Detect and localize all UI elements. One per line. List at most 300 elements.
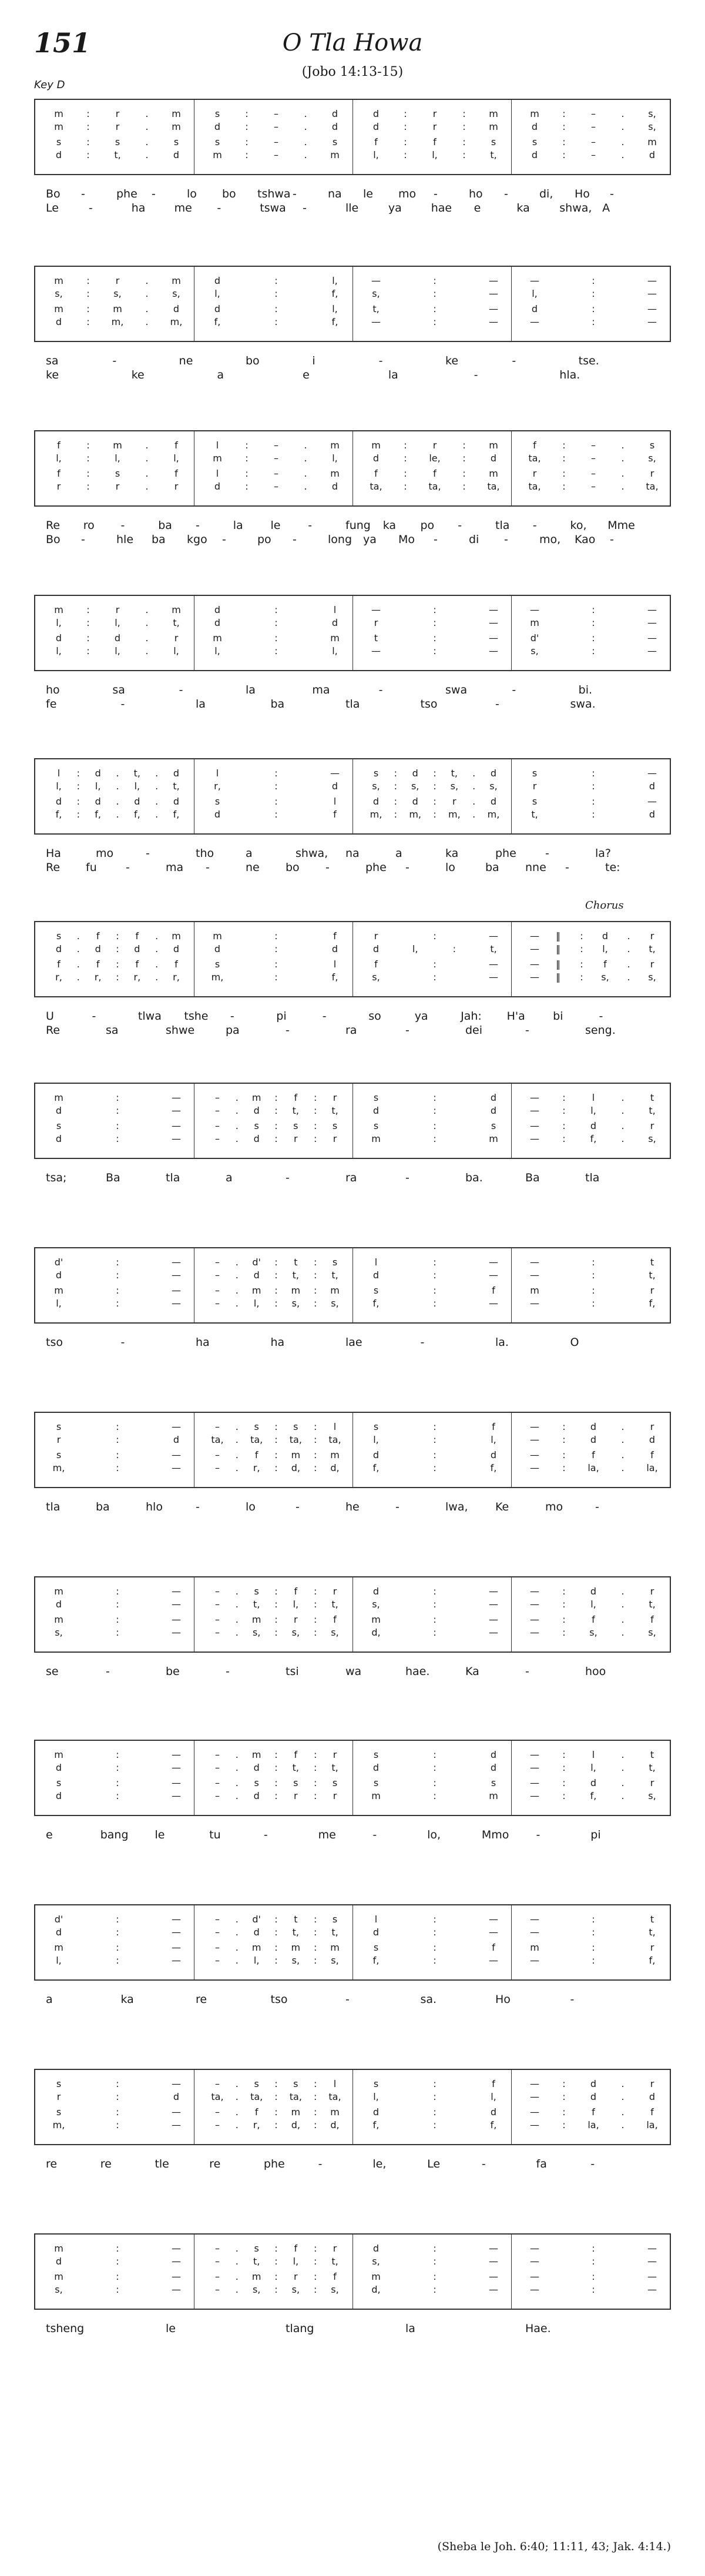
solfa-note: t, — [331, 2256, 338, 2267]
lyric-syllable: - — [610, 533, 614, 546]
solfa-note: t, — [649, 1269, 656, 1281]
solfa-note: m — [251, 2271, 261, 2282]
solfa-note: f — [333, 930, 337, 942]
beat-separator: . — [621, 1449, 625, 1460]
solfa-note: s — [373, 1777, 379, 1788]
beat-separator: . — [76, 930, 80, 942]
lyric-syllable: Ke — [495, 1500, 509, 1513]
solfa-note: d — [490, 453, 497, 464]
solfa-note: — — [172, 1614, 181, 1625]
beat-separator: . — [235, 1092, 239, 1103]
lyric-syllable: re — [209, 2158, 221, 2170]
beat-separator: : — [274, 1599, 278, 1610]
solfa-note: l, — [332, 303, 338, 314]
beat-separator: . — [621, 1614, 625, 1625]
solfa-note: t — [650, 1257, 654, 1268]
lyric-syllable: hae. — [405, 1665, 430, 1678]
solfa-note: — — [530, 1257, 539, 1268]
note-row — [35, 303, 670, 315]
beat-separator: : — [274, 2078, 278, 2089]
beat-separator: . — [145, 632, 149, 644]
lyric-syllable: la — [196, 698, 206, 711]
solfa-note: s, — [601, 972, 609, 983]
beat-separator: . — [145, 481, 149, 492]
beat-separator: . — [235, 1257, 239, 1268]
solfa-note: — — [530, 1586, 539, 1597]
lyric-syllable: Ka — [465, 1665, 479, 1678]
solfa-note: d — [55, 796, 62, 807]
lyric-syllable: - — [92, 1010, 96, 1023]
solfa-note: s, — [372, 288, 380, 299]
beat-separator: : — [562, 468, 566, 479]
beat-separator: : — [592, 768, 595, 779]
solfa-note: d — [253, 1790, 260, 1801]
solfa-note: s, — [648, 1133, 656, 1144]
beat-separator: : — [394, 796, 398, 807]
solfa-note: r — [650, 930, 654, 942]
solfa-note: d — [372, 1449, 380, 1460]
lyric-syllable: - — [536, 1828, 540, 1841]
solfa-note: f — [492, 1421, 495, 1432]
beat-separator: . — [621, 1762, 625, 1773]
beat-separator: : — [245, 108, 249, 119]
solfa-note: d — [372, 1269, 380, 1281]
solfa-note: f — [374, 136, 378, 148]
beat-separator: . — [627, 930, 630, 942]
solfa-note: ta, — [250, 1434, 263, 1445]
solfa-note: d' — [530, 632, 539, 644]
beat-separator: : — [274, 1955, 278, 1966]
solfa-note: — — [530, 1133, 539, 1144]
lyric-syllable: la. — [495, 1336, 509, 1349]
beat-separator: : — [592, 796, 595, 807]
beat-separator: : — [433, 1092, 437, 1103]
solfa-note: l, — [56, 453, 62, 464]
beat-separator: . — [155, 943, 159, 954]
beat-separator: . — [621, 453, 625, 464]
lyric-syllable: le — [363, 187, 373, 200]
solfa-note: r — [115, 108, 120, 119]
solfa-note: d — [531, 121, 538, 132]
lyric-syllable: tse. — [578, 354, 599, 367]
beat-separator: : — [274, 1133, 278, 1144]
solfa-note: m — [371, 440, 381, 451]
solfa-note: t, — [372, 303, 380, 314]
lyric-syllable: a — [246, 847, 253, 860]
solfa-note: — — [489, 2243, 498, 2254]
beat-separator: : — [86, 149, 90, 160]
solfa-note: — — [647, 303, 657, 314]
lyric-syllable: ba — [485, 861, 499, 874]
beat-separator: : — [116, 1790, 119, 1801]
beat-separator: : — [274, 972, 278, 983]
lyric-syllable: - — [179, 684, 183, 696]
solfa-note: s, — [648, 121, 656, 132]
lyric-syllable: shwa, — [559, 202, 592, 215]
solfa-note: – — [215, 1914, 220, 1925]
solfa-note: — — [172, 1133, 181, 1144]
note-row — [35, 1434, 670, 1446]
solfa-note: — — [647, 288, 657, 299]
lyric-syllable: ma — [166, 861, 184, 874]
beat-separator: : — [274, 2106, 278, 2118]
solfa-note: le, — [429, 453, 441, 464]
beat-separator: . — [145, 149, 149, 160]
beat-separator: . — [621, 1599, 625, 1610]
beat-separator: : — [116, 1120, 119, 1131]
solfa-note: — — [371, 645, 381, 656]
staff-box — [34, 2233, 671, 2310]
solfa-note: s, — [489, 780, 498, 792]
solfa-note: d — [590, 1120, 597, 1131]
solfa-note: s, — [531, 645, 539, 656]
solfa-note: s, — [648, 972, 656, 983]
beat-separator: : — [313, 1927, 317, 1938]
solfa-note: m — [330, 1942, 340, 1953]
lyric-syllable: - — [196, 519, 200, 532]
solfa-note: — — [530, 2091, 539, 2102]
beat-separator: : — [592, 2256, 595, 2267]
solfa-note: – — [215, 1285, 220, 1296]
lyric-syllable: - — [106, 1665, 110, 1678]
lyric-syllable: ka — [382, 519, 397, 532]
lyric-syllable: Le — [427, 2158, 441, 2170]
solfa-note: m, — [111, 316, 124, 327]
solfa-note: – — [274, 440, 278, 451]
lyric-syllable: tso — [46, 1336, 63, 1349]
beat-separator: : — [313, 1092, 317, 1103]
beat-separator: : — [86, 481, 90, 492]
beat-separator: . — [235, 2119, 239, 2131]
solfa-note: m — [489, 1133, 498, 1144]
beat-separator: : — [274, 930, 278, 942]
staff-box — [34, 595, 671, 671]
solfa-note: d — [214, 481, 221, 492]
solfa-note: t — [294, 1914, 298, 1925]
beat-separator: : — [274, 1927, 278, 1938]
beat-separator: : — [274, 1285, 278, 1296]
staff-box — [34, 99, 671, 175]
beat-separator: . — [145, 468, 149, 479]
beat-separator: : — [313, 1599, 317, 1610]
beat-separator: : — [116, 2256, 119, 2267]
beat-separator: : — [274, 1257, 278, 1268]
lyric-syllable: la — [388, 369, 398, 381]
lyric-syllable: i — [312, 354, 315, 367]
beat-separator: . — [145, 121, 149, 132]
solfa-note: — — [172, 1105, 181, 1116]
lyric-syllable: ya — [388, 202, 402, 215]
lyric-syllable: te: — [605, 861, 620, 874]
lyric-syllable: Mmo — [481, 1828, 509, 1841]
solfa-note: — — [172, 1955, 181, 1966]
solfa-note: d — [173, 303, 180, 314]
beat-separator: . — [621, 1790, 625, 1801]
solfa-note: d — [412, 768, 418, 779]
beat-separator: . — [235, 1927, 239, 1938]
beat-separator: : — [462, 136, 466, 148]
beat-separator: : — [116, 972, 119, 983]
lyric-syllable: ne — [179, 354, 193, 367]
solfa-note: d — [173, 2091, 180, 2102]
lyric-line — [34, 1171, 671, 1185]
solfa-note: s, — [291, 1627, 300, 1638]
beat-separator: : — [313, 1614, 317, 1625]
lyric-syllable: mo — [398, 187, 417, 200]
lyric-syllable: wa — [345, 1665, 362, 1678]
solfa-note: d — [95, 796, 101, 807]
beat-separator: : — [433, 1449, 437, 1460]
solfa-note: — — [647, 2284, 657, 2295]
hymn-title: O Tla Howa — [282, 29, 423, 56]
staff-box — [34, 1904, 671, 1981]
beat-separator: : — [433, 2078, 437, 2089]
lyric-syllable: re — [46, 2158, 58, 2170]
lyric-syllable: a — [395, 847, 402, 860]
note-row — [35, 481, 670, 493]
solfa-note: t, — [331, 1599, 338, 1610]
lyric-syllable: bang — [100, 1828, 129, 1841]
solfa-note: f — [492, 2078, 495, 2089]
beat-separator: : — [592, 1298, 595, 1309]
beat-separator: : — [562, 2106, 566, 2118]
footnote: (Sheba le Joh. 6:40; 11:11, 43; Jak. 4:14.) — [437, 2540, 671, 2553]
staff-box — [34, 1740, 671, 1816]
solfa-note: m — [371, 1614, 381, 1625]
beat-separator: : — [274, 1777, 278, 1788]
solfa-note: m, — [52, 2119, 65, 2131]
solfa-note: – — [591, 108, 596, 119]
lyric-syllable: Ho — [495, 1993, 511, 2006]
lyric-syllable: - — [345, 1993, 350, 2006]
solfa-note: r — [294, 1614, 298, 1625]
solfa-note: s — [373, 1942, 379, 1953]
lyric-syllable: long — [328, 533, 352, 546]
note-row — [35, 604, 670, 616]
solfa-note: s — [373, 1749, 379, 1760]
lyric-syllable: - — [325, 861, 330, 874]
hymn-number: 151 — [34, 27, 91, 59]
beat-separator: : — [592, 303, 595, 314]
staff-box — [34, 1576, 671, 1653]
beat-separator: . — [145, 604, 149, 615]
solfa-note: r, — [94, 972, 102, 983]
lyric-syllable: le — [155, 1828, 165, 1841]
solfa-note: – — [274, 468, 278, 479]
solfa-note: r — [333, 1586, 337, 1597]
lyric-syllable: Hae. — [525, 2322, 551, 2335]
solfa-note: s — [373, 2078, 379, 2089]
solfa-note: m — [647, 136, 657, 148]
beat-separator: . — [145, 288, 149, 299]
solfa-note: m — [213, 453, 222, 464]
beat-separator: . — [155, 972, 159, 983]
note-row — [35, 1614, 670, 1626]
solfa-note: — — [489, 972, 498, 983]
solfa-note: – — [215, 1120, 220, 1131]
beat-separator: : — [274, 943, 278, 954]
lyric-syllable: swa — [445, 684, 468, 696]
beat-separator: : — [313, 1298, 317, 1309]
solfa-note: m — [489, 440, 498, 451]
solfa-note: m — [251, 1749, 261, 1760]
note-row — [35, 1105, 670, 1117]
solfa-note: l — [216, 768, 219, 779]
lyric-syllable: - — [495, 698, 499, 711]
solfa-note: f — [254, 2106, 258, 2118]
lyric-syllable: - — [395, 1500, 400, 1513]
solfa-note: m — [213, 149, 222, 160]
note-row — [35, 440, 670, 451]
solfa-note: l, — [214, 645, 220, 656]
beat-separator: : — [592, 604, 595, 615]
lyric-syllable: - — [263, 1828, 268, 1841]
beat-separator: : — [433, 1955, 437, 1966]
solfa-note: m — [251, 1614, 261, 1625]
solfa-note: d — [372, 1762, 380, 1773]
note-row — [35, 780, 670, 792]
beat-separator: : — [274, 2091, 278, 2102]
solfa-note: t, — [649, 943, 656, 954]
solfa-note: s — [373, 768, 379, 779]
note-row — [35, 1762, 670, 1774]
solfa-note: l, — [332, 453, 338, 464]
beat-separator: : — [433, 1914, 437, 1925]
solfa-note: — — [530, 1105, 539, 1116]
solfa-note: s, — [331, 2284, 339, 2295]
solfa-note: f — [174, 440, 178, 451]
solfa-note: — — [172, 1914, 181, 1925]
beat-separator: : — [592, 645, 595, 656]
solfa-note: – — [215, 1777, 220, 1788]
solfa-note: m — [489, 121, 498, 132]
solfa-note: d — [55, 632, 62, 644]
solfa-note: f — [294, 2243, 298, 2254]
beat-separator: : — [274, 1614, 278, 1625]
lyric-syllable: ra — [345, 1024, 357, 1037]
solfa-note: l, — [56, 617, 62, 628]
solfa-note: t, — [114, 149, 121, 160]
beat-separator: . — [621, 1421, 625, 1432]
staff-box — [34, 1412, 671, 1488]
solfa-note: s, — [331, 1955, 339, 1966]
solfa-note: s — [532, 768, 538, 779]
beat-separator: : — [433, 1749, 437, 1760]
lyric-syllable: mo — [545, 1500, 563, 1513]
beat-separator: : — [313, 1955, 317, 1966]
beat-separator: . — [621, 136, 625, 148]
beat-separator: . — [621, 468, 625, 479]
solfa-note: d — [214, 943, 221, 954]
lyric-syllable: sa — [112, 684, 125, 696]
beat-separator: : — [433, 303, 437, 314]
beat-separator: : — [116, 1257, 119, 1268]
beat-separator: : — [313, 1914, 317, 1925]
beat-separator: : — [462, 481, 466, 492]
solfa-note: m — [213, 930, 222, 942]
lyric-syllable: - — [434, 187, 438, 200]
beat-separator: . — [235, 1777, 239, 1788]
lyric-syllable: tso — [420, 698, 438, 711]
beat-separator: : — [433, 2284, 437, 2295]
solfa-note: d, — [291, 1462, 300, 1473]
lyric-syllable: be — [166, 1665, 180, 1678]
lyric-syllable: tho — [196, 847, 214, 860]
beat-separator: : — [274, 1092, 278, 1103]
beat-separator: . — [235, 1462, 239, 1473]
staff-box — [34, 1083, 671, 1159]
beat-separator: : — [433, 1614, 437, 1625]
solfa-note: m — [530, 1285, 539, 1296]
solfa-note: f, — [55, 809, 62, 820]
beat-separator: . — [235, 1790, 239, 1801]
solfa-note: r — [532, 780, 537, 792]
lyric-syllable: - — [378, 354, 383, 367]
lyric-syllable: me — [174, 202, 192, 215]
lyric-syllable: tsheng — [46, 2322, 85, 2335]
lyric-syllable: dei — [465, 1024, 483, 1037]
lyric-syllable: - — [152, 187, 156, 200]
solfa-note: — — [172, 1120, 181, 1131]
beat-separator: . — [116, 780, 119, 792]
solfa-note: — — [172, 1586, 181, 1597]
beat-separator: : — [274, 1120, 278, 1131]
beat-separator: : — [433, 1586, 437, 1597]
beat-separator: : — [116, 1599, 119, 1610]
solfa-note: t — [374, 632, 378, 644]
note-row — [35, 1599, 670, 1610]
solfa-note: d — [55, 1269, 62, 1281]
solfa-note: f — [135, 959, 139, 970]
note-row — [35, 1298, 670, 1309]
note-row — [35, 645, 670, 657]
beat-separator: . — [235, 1285, 239, 1296]
beat-separator: : — [116, 1955, 119, 1966]
solfa-note: f, — [372, 2119, 380, 2131]
beat-separator: . — [304, 149, 307, 160]
beat-separator: : — [86, 617, 90, 628]
solfa-note: — — [172, 1627, 181, 1638]
beat-separator: : — [313, 1627, 317, 1638]
solfa-note: – — [215, 2119, 220, 2131]
solfa-note: d — [649, 2091, 656, 2102]
solfa-note: d — [253, 1105, 260, 1116]
lyric-syllable: kgo — [187, 533, 207, 546]
beat-separator: . — [155, 768, 159, 779]
solfa-note: r — [432, 121, 437, 132]
lyric-syllable: phe — [116, 187, 137, 200]
solfa-note: f — [433, 468, 437, 479]
lyric-syllable: Ba — [106, 1171, 120, 1184]
lyric-syllable: nne — [525, 861, 546, 874]
beat-separator: : — [313, 2284, 317, 2295]
note-row — [35, 1627, 670, 1639]
beat-separator: : — [274, 1942, 278, 1953]
solfa-note: m — [330, 632, 340, 644]
beat-separator: . — [145, 108, 149, 119]
lyric-syllable: Jah: — [461, 1010, 482, 1023]
lyric-syllable: - — [474, 369, 478, 381]
solfa-note: — — [489, 1298, 498, 1309]
lyric-syllable: di, — [539, 187, 553, 200]
solfa-note: — — [172, 1421, 181, 1432]
solfa-note: d — [590, 1777, 597, 1788]
lyric-syllable: tlwa — [137, 1010, 162, 1023]
solfa-note: l, — [56, 645, 62, 656]
solfa-note: s — [491, 136, 496, 148]
beat-separator: : — [592, 2271, 595, 2282]
solfa-note: m — [54, 1942, 63, 1953]
